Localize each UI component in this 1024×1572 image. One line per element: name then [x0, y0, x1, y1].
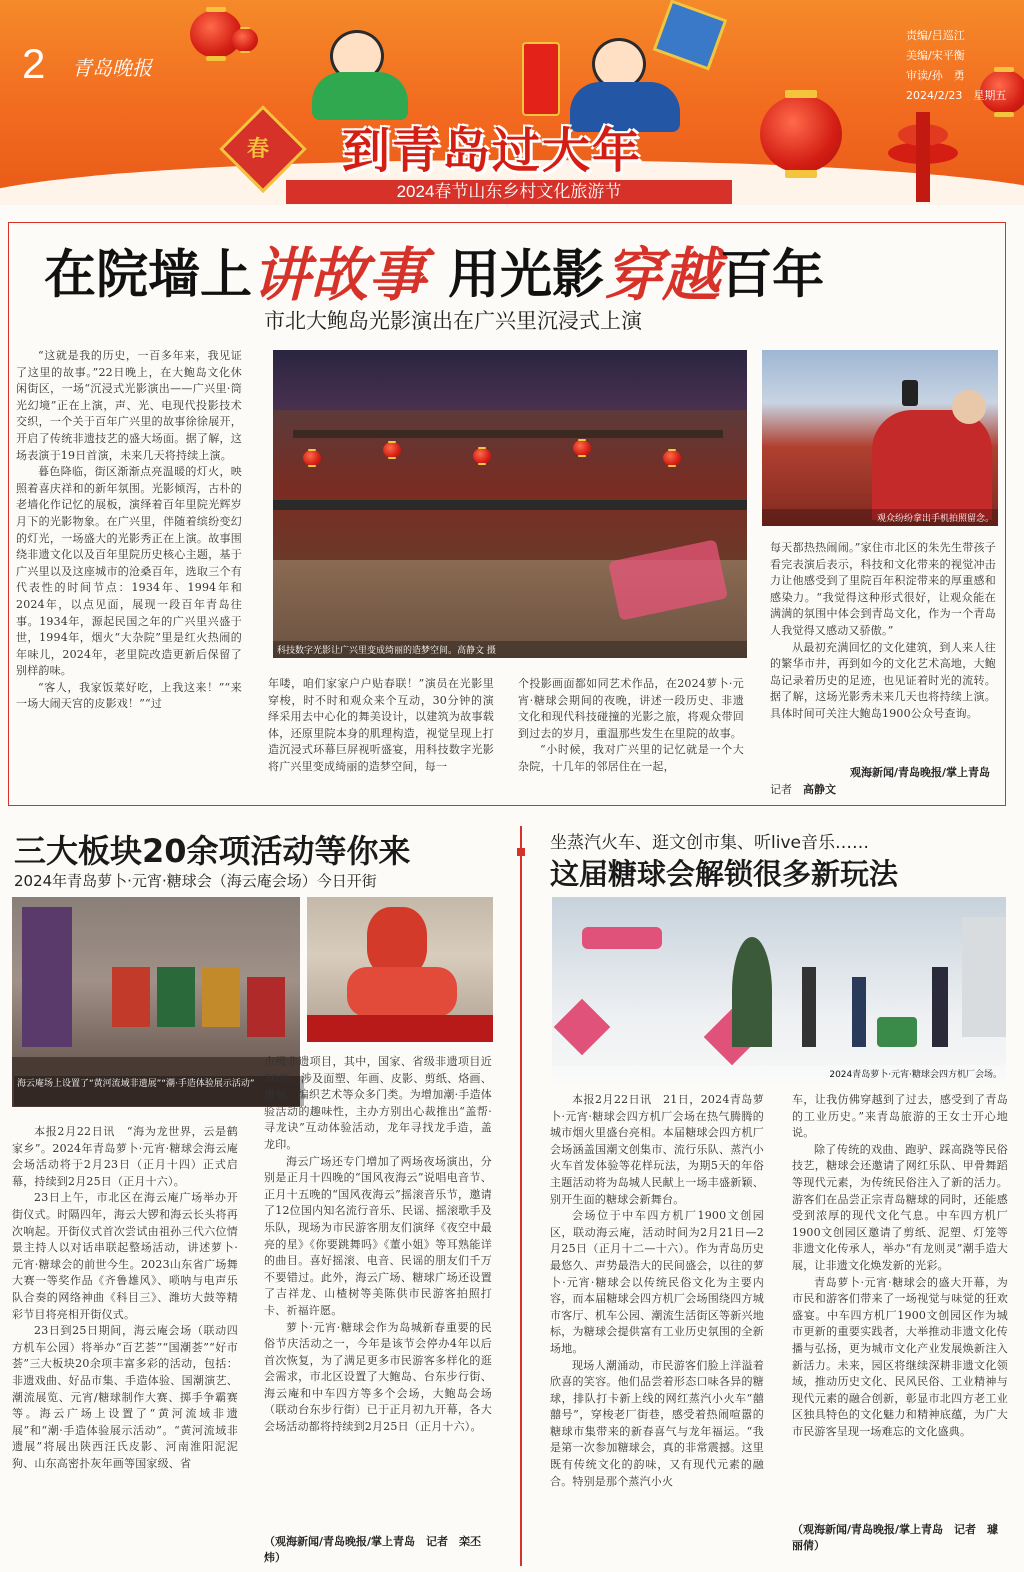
story1-subheadline: 市北大鲍岛光影演出在广兴里沉浸式上演 — [264, 309, 642, 333]
editor-line: 审读/孙 勇 — [906, 69, 965, 82]
paragraph: 现场人潮涌动，市民游客们脸上洋溢着欣喜的笑容。他们品尝着形态口味各异的糖球，排队打卡新上线的网红蒸汽小火车“囍囍号”，穿梭老厂街巷，感受着热闹喧嚣的糖球市集带来的新春喜气与龙年福运。“我是第一次参加糖球会，真的非常震撼。这里既有传统文化的韵味，又有现代元素的融合。特别是那个蒸汽小火 — [550, 1358, 764, 1488]
story3-column-2 — [792, 1092, 1008, 1520]
paragraph: 车，让我仿佛穿越到了过去，感受到了青岛的工业历史。”来青岛旅游的王女士开心地说。 — [792, 1093, 1008, 1140]
byline-reporter: 高静文 — [803, 783, 836, 796]
byline-prefix: 记者 — [770, 783, 792, 796]
paragraph: “小时候，我对广兴里的记忆就是一个大杂院，十几年的邻居住在一起， — [518, 743, 744, 773]
masthead-banner — [0, 0, 1024, 205]
paragraph: 23日上午，市北区在海云庵广场举办开街仪式。时隔四年，海云大锣和海云长头将再次响起。开街仪式首次尝试由祖孙三代六位情景主持人以对话串联起整场活动，讲述萝卜·元宵·糖球会的前世今生。2023山东省广场舞大赛一等奖作品《齐鲁雄风》、唢呐与电声乐队合奏的网络神曲《科目三》、潍坊大鼓等精彩节目将亮相开街仪式。 — [12, 1191, 238, 1321]
paragraph: 每天都热热闹闹。”家住市北区的朱先生带孩子看完表演后表示，科技和文化带来的视觉冲击力让他感受到了里院百年积淀带来的厚重感和感染力。“我觉得这种形式很好，让观众能在满满的氛围中体会到青岛文化，作为一个青岛人我觉得又感动又骄傲。” — [770, 541, 996, 637]
photo-caption: 海云庵场上设置了“黄河流域非遗展”“潮·手造体验展示活动” — [14, 1076, 304, 1106]
paragraph: 市级非遗项目，其中，国家、省级非遗项目近30项，涉及面塑、年画、皮影、剪纸、烙画、雕刻、编织艺术等众多门类。为增加潮·手造体验活动的趣味性，主办方别出心裁推出“盖帮·寻龙诀”互动体验活动，龙年寻找龙手造，盖龙印。 — [264, 1055, 492, 1151]
cartoon-boy-illustration — [300, 20, 420, 120]
headline-brush-part: 穿越 — [604, 241, 721, 309]
paragraph: “客人，我家饭菜好吃，上我这来！”“来一场大闹天宫的皮影戏！”“过 — [16, 680, 242, 711]
story3-headline: 这届糖球会解锁很多新玩法 — [550, 857, 899, 891]
editor-credits — [906, 26, 1006, 106]
byline-outlets: 观海新闻/青岛晚报/掌上青岛 — [849, 766, 990, 779]
story1-byline — [770, 764, 996, 798]
story2-photo-2 — [307, 897, 493, 1042]
issue-date: 2024/2/23 星期五 — [906, 89, 1007, 102]
paragraph: 除了传统的戏曲、跑驴、踩高跷等民俗技艺，糖球会还邀请了网红乐队、甲骨舞蹈等现代元素，为传统民俗注入了新的活力。游客们在品尝正宗青岛糖球的同时，还能感受到浓厚的现代文化气息。中车四方机厂1900文创园区邀请了剪纸、泥塑、灯笼等非遗文化传承人，举办“有龙则灵”潮手造大展，让非遗文化焕发新的光彩。 — [792, 1142, 1008, 1272]
paper-name: 青岛晚报 — [72, 56, 152, 80]
lantern-left-2 — [232, 28, 258, 52]
paragraph: 萝卜·元宵·糖球会作为岛城新春重要的民俗节庆活动之一，今年是该节会停办4年以后首次恢复，为了满足更多市民游客多样化的逛会需求，市北区设置了大鲍岛、台东步行街、海云庵和中车四方等多个会场，大鲍岛会场（联动台东步行街）已于正月初九开幕，各大会场活动都将持续到2月25日（正月十六）。 — [264, 1320, 492, 1434]
banner-title: 到青岛过大年 — [342, 123, 643, 179]
story1-column-3 — [518, 676, 744, 796]
paragraph: 本报2月22日讯 “海为龙世界，云是鹤家乡”。2024年青岛萝卜·元宵·糖球会海云庵会场活动将于2月23日（正月十四）正式启幕，持续到2月25日（正月十六）。 — [12, 1125, 238, 1188]
paragraph: 会场位于中车四方机厂1900文创园区，联动海云庵，活动时间为2月21日—2月25日（正月十二—十六）。作为青岛历史最悠久、声势最浩大的民间盛会，以往的萝卜·元宵·糖球会以传统民俗文化为主要内容，而本届糖球会四方机厂会场围绕四方城市客厅、机车公园、潮流生活街区等新兴地标，为糖球会提供富有工业历史氛围的全新场地。 — [550, 1209, 764, 1355]
headline-brush-part: 讲故事 — [252, 241, 427, 309]
photo-caption: 观众纷纷拿出手机拍照留念。 — [762, 509, 998, 526]
lantern-right-1 — [760, 95, 842, 173]
story1-headline — [44, 228, 825, 309]
story1-main-photo — [273, 350, 747, 658]
headline-part: 用光影 — [448, 245, 605, 306]
paragraph: 年喽，咱们家家户户贴春联！”演员在光影里穿梭，时不时和观众来个互动，30分钟的演绎采用去中心化的舞美设计，以建筑为故事载体，还原里院本身的肌理构造，视觉呈现上打造沉浸式环幕巨屏视听盛宴，用科技数字光影将广兴里变成绮丽的造梦空间，每一 — [268, 677, 494, 773]
story2-column-2 — [264, 1054, 492, 1534]
story2-subheadline: 2024年青岛萝卜·元宵·糖球会（海云庵会场）今日开街 — [14, 872, 377, 890]
headline-part: 在院墙上 — [44, 245, 253, 306]
tower-illustration — [878, 112, 968, 202]
headline-part: 百年 — [720, 245, 825, 306]
paragraph: 个投影画面都如同艺术作品，在2024萝卜·元宵·糖球会期间的夜晚，讲述一段历史、非遗文化和现代科技碰撞的光影之旅，将观众带回到过去的岁月，重温那些发生在里院的故事。 — [518, 677, 744, 740]
story1-column-4 — [770, 540, 996, 762]
story2-column-1 — [12, 1124, 238, 1568]
paragraph: 23日到25日期间，海云庵会场（联动四方机车公园）将举办“百艺荟”“国潮荟”“好市荟”三大板块20余项丰富多彩的活动，包括：非遗戏曲、好品市集、手造体验、国潮演艺、潮流展览、元宵/糖球制作大赛、掷手争霸赛等。海云广场上设置了“黄河流域非遗展”和“潮·手造体验展示活动”。“黄河流域非遗展”将展出陕西汪氏皮影、河南淮阳泥泥狗、山东高密扑灰年画等国家级、省 — [12, 1324, 238, 1470]
paragraph: 本报2月22日讯 21日，2024青岛萝卜·元宵·糖球会四方机厂会场在热气腾腾的城市烟火里盛台亮相。本届糖球会四方机厂会场涵盖国潮文创集市、流行乐队、蒸汽小火车首发体验等花样玩法，为期5天的年俗主题活动将为岛城人民献上一场丰盛新颖、别开生面的糖球会新舞台。 — [550, 1093, 764, 1206]
divider-marker — [517, 848, 525, 856]
story1-side-photo — [762, 350, 998, 526]
story2-headline: 三大板块20余项活动等你来 — [14, 832, 411, 870]
column-divider — [520, 826, 522, 1566]
story2-byline: （观海新闻/青岛晚报/掌上青岛 记者 栾丕炜） — [264, 1535, 482, 1564]
story1-column-2 — [268, 676, 494, 796]
paragraph: 暮色降临，街区渐渐点亮温暖的灯火，映照着喜庆祥和的新年氛围。光影倾泻，古朴的老墙化作记忆的展板，演绎着百年里院光辉岁月下的光影物象。在广兴里，伴随着缤纷变幻的灯光，一场盛大的光影秀正在上演。故事围绕非遗文化以及百年里院历史核心主题，基于广兴里以及这座城市的沧桑百年，选取三个有代表性的时间节点：1934年、1994年和2024年，以点见面，展现一段百年青岛往事。1934年，源起民国之年的广兴里兴盛于世，1994年，烟火“大杂院”里是红火热闹的年味儿，2024年，老里院改造更新后保留了别样韵味。 — [16, 465, 242, 678]
story3-column-1 — [550, 1092, 764, 1568]
banner-subtitle: 2024春节山东乡村文化旅游节 — [286, 180, 732, 204]
story3-photo — [552, 897, 1006, 1082]
firecracker-illustration — [522, 42, 560, 116]
paragraph: “这就是我的历史，一百多年来，我见证了这里的故事。”22日晚上，在大鲍岛文化休闲街区，一场“沉浸式光影演出——广兴里·筒光幻境”正在上演，声、光、电现代投影技术交织，一个关于百年广兴里的故事徐徐展开，开启了传统非遗技艺的盛大场面。据了解，这场表演于19日首演，未来几天将持续上演。 — [16, 349, 242, 462]
story3-kicker: 坐蒸汽火车、逛文创市集、听live音乐…… — [550, 833, 869, 853]
editor-line: 美编/宋平衡 — [906, 49, 965, 62]
photo-caption: 2024青岛萝卜·元宵·糖球会四方机厂会场。 — [552, 1065, 1006, 1082]
editor-line: 责编/吕巡江 — [906, 29, 965, 42]
story3-byline: （观海新闻/青岛晚报/掌上青岛 记者 璩丽倩） — [792, 1523, 999, 1552]
paragraph: 从最初充满回忆的文化建筑，到人来人往的繁华市井，再到如今的文化艺术高地，大鲍岛记录着历史的足迹，也见证着时光的流转。据了解，这场光影秀未来几天也将持续上演。具体时间可关注大鲍岛1900公众号查询。 — [770, 640, 996, 720]
page-number: 2 — [22, 40, 46, 87]
photo-caption: 科技数字光影让广兴里变成绮丽的造梦空间。高静文 摄 — [273, 641, 747, 658]
paragraph: 海云广场还专门增加了两场夜场演出，分别是正月十四晚的“国风夜海云”说唱电音节、正月十五晚的“国风夜海云”摇滚音乐节，邀请了12位国内知名流行音乐、民谣、摇滚歌手及乐队，现场为市民游客朋友们演绎《夜空中最亮的星》《你要跳舞吗》《董小姐》等耳熟能详的曲目。喜好摇滚、电音、民谣的朋友们千万不要错过。此外，海云广场、糖球广场还设置了吉祥龙、山楂树等美陈供市民游客拍照打卡、祈福许愿。 — [264, 1154, 492, 1317]
paragraph: 青岛萝卜·元宵·糖球会的盛大开幕，为市民和游客们带来了一场视觉与味觉的狂欢盛宴。中车四方机厂1900文创园区作为城市更新的重要实践者，大举推动非遗文化传播与弘扬，更为城市文化产业发展焕新注入新活力。未来，园区将继续深耕非遗文化领域，推动历史文化、民风民俗、工业精神与现代元素的融合创新，彰显市北四方老工业区独具特色的文化魅力和精神底蕴，为广大市民游客呈现一场难忘的文化盛典。 — [792, 1275, 1008, 1438]
spring-badge-text: 春 — [247, 136, 270, 162]
story1-column-1 — [16, 348, 242, 796]
